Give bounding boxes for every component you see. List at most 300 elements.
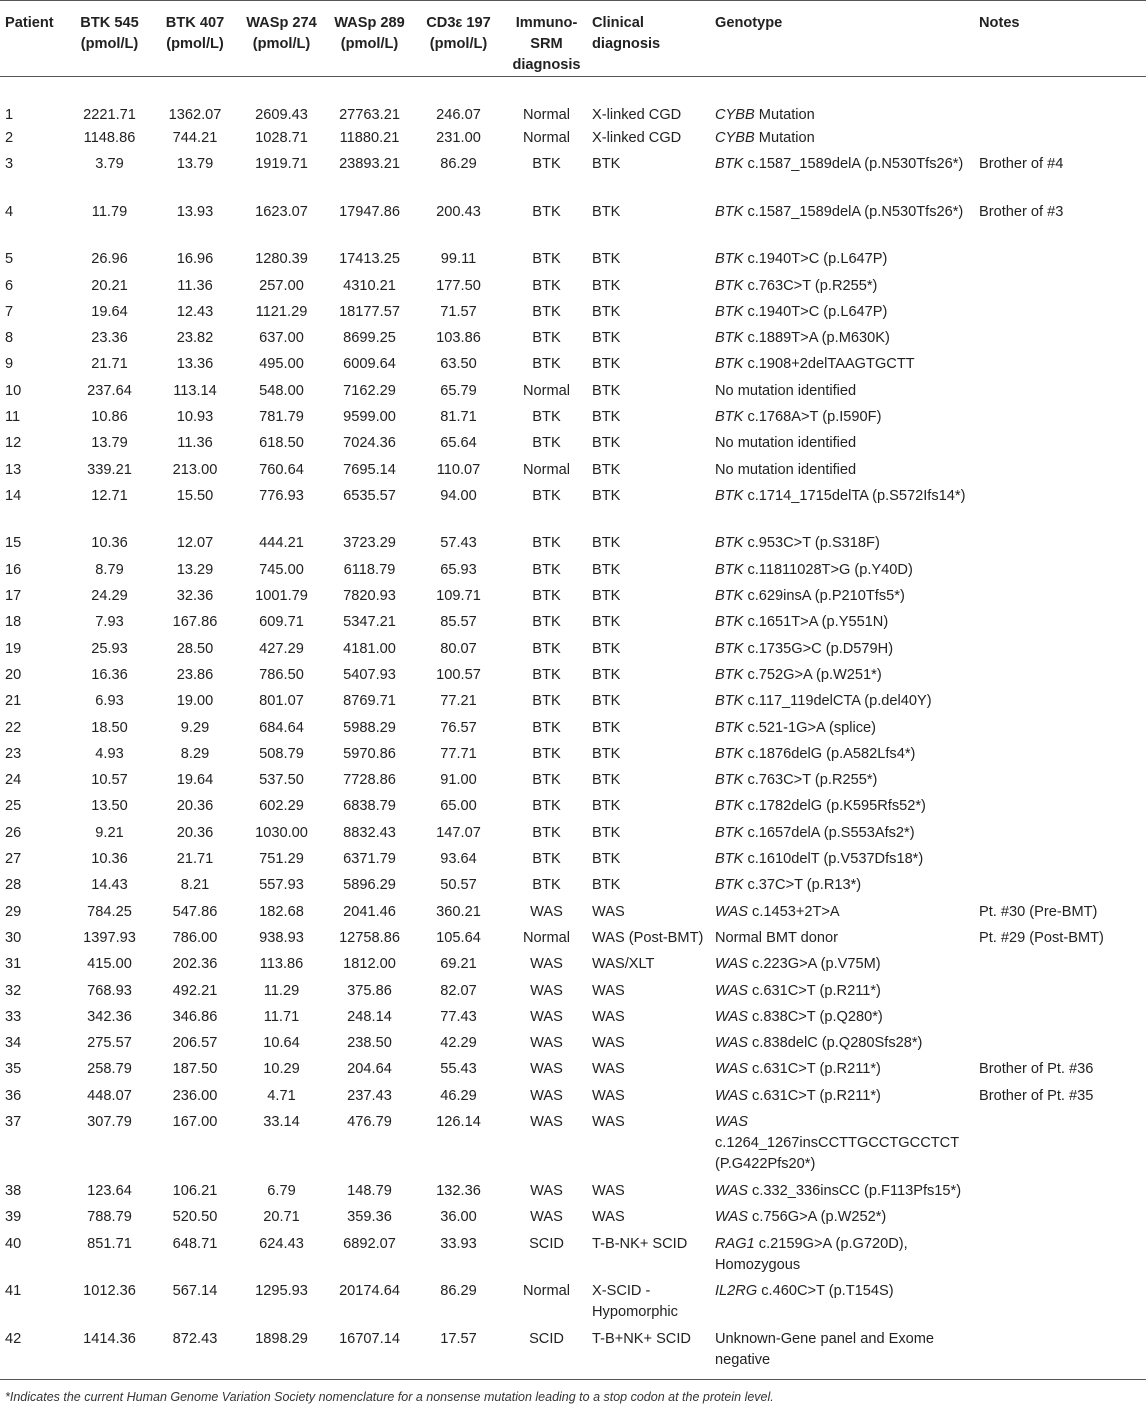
gene-symbol: WAS bbox=[715, 1114, 748, 1130]
cell-srm-diagnosis: Normal bbox=[522, 929, 571, 946]
cell-srm-diagnosis: WAS bbox=[530, 982, 563, 999]
cell-genotype bbox=[713, 1179, 977, 1205]
cell-wasp289: 7024.36 bbox=[343, 435, 396, 452]
cell-wasp274: 602.29 bbox=[259, 798, 304, 815]
cell-btk545: 275.57 bbox=[87, 1035, 132, 1052]
cell-notes bbox=[977, 1279, 1146, 1327]
cell-btk545: 10.36 bbox=[91, 851, 128, 868]
cell-clinical-diagnosis: X-linked CGD bbox=[592, 107, 682, 123]
cell-notes bbox=[977, 77, 1146, 127]
cell-patient: 40 bbox=[5, 1235, 22, 1252]
cell-notes bbox=[977, 1031, 1146, 1057]
cell-wasp289: 12758.86 bbox=[339, 929, 400, 946]
table-row bbox=[0, 484, 1146, 532]
cell-wasp289: 2041.46 bbox=[343, 903, 396, 920]
variant-text: c.763C>T (p.R255*) bbox=[743, 277, 878, 294]
cell-patient: 19 bbox=[5, 640, 22, 657]
cell-srm-diagnosis: BTK bbox=[532, 640, 561, 657]
cell-clinical-diagnosis: WAS bbox=[592, 1183, 625, 1199]
cell-btk407: 1362.07 bbox=[168, 107, 222, 123]
cell-clinical-diagnosis: BTK bbox=[592, 382, 621, 399]
cell-clinical-diagnosis: BTK bbox=[592, 561, 621, 578]
table-row bbox=[0, 663, 1146, 689]
cell-wasp289: 7162.29 bbox=[343, 382, 396, 399]
header-clinical-diagnosis: Clinical diagnosis bbox=[592, 15, 661, 52]
table-row bbox=[0, 126, 1146, 152]
cell-wasp274: 781.79 bbox=[259, 409, 304, 426]
cell-srm-diagnosis: WAS bbox=[530, 1209, 563, 1226]
cell-cd3: 126.14 bbox=[436, 1114, 481, 1130]
cell-btk545: 339.21 bbox=[87, 461, 132, 478]
cell-wasp274: 557.93 bbox=[259, 877, 304, 894]
cell-srm-diagnosis: BTK bbox=[532, 330, 561, 347]
cell-cd3: 93.64 bbox=[440, 851, 477, 868]
cell-cd3: 33.93 bbox=[440, 1235, 477, 1252]
cell-patient: 2 bbox=[5, 130, 14, 146]
cell-patient: 20 bbox=[5, 666, 22, 683]
cell-genotype bbox=[713, 200, 977, 248]
cell-srm-diagnosis: BTK bbox=[532, 303, 561, 320]
cell-clinical-diagnosis: WAS bbox=[592, 982, 625, 999]
cell-srm-diagnosis: BTK bbox=[532, 772, 561, 789]
cell-wasp289: 237.43 bbox=[347, 1087, 392, 1104]
cell-btk545: 4.93 bbox=[95, 745, 124, 762]
cell-wasp274: 537.50 bbox=[259, 772, 304, 789]
cell-srm-diagnosis: SCID bbox=[529, 1330, 564, 1347]
cell-notes bbox=[977, 821, 1146, 847]
cell-srm-diagnosis: WAS bbox=[530, 1035, 563, 1052]
cell-genotype bbox=[713, 274, 977, 300]
cell-btk545: 21.71 bbox=[91, 356, 128, 373]
cell-notes bbox=[977, 794, 1146, 820]
cell-notes bbox=[977, 352, 1146, 378]
cell-notes bbox=[977, 531, 1146, 557]
gene-symbol: CYBB bbox=[715, 107, 755, 123]
cell-cd3: 177.50 bbox=[436, 277, 481, 294]
cell-genotype bbox=[713, 821, 977, 847]
cell-patient: 42 bbox=[5, 1330, 22, 1347]
cell-cd3: 100.57 bbox=[436, 666, 481, 683]
cell-btk545: 26.96 bbox=[91, 251, 128, 268]
cell-wasp274: 1028.71 bbox=[255, 130, 308, 146]
cell-srm-diagnosis: Normal bbox=[522, 1283, 571, 1300]
cell-wasp289: 7728.86 bbox=[343, 772, 396, 789]
table-row bbox=[0, 584, 1146, 610]
cell-srm-diagnosis: BTK bbox=[532, 851, 561, 868]
cell-srm-diagnosis: Normal bbox=[522, 461, 571, 478]
cell-genotype bbox=[713, 379, 977, 405]
cell-notes bbox=[977, 952, 1146, 978]
header-wasp289: WASp 289 (pmol/L) bbox=[334, 15, 405, 52]
gene-symbol: RAG1 bbox=[715, 1235, 755, 1252]
cell-wasp274: 801.07 bbox=[259, 693, 304, 710]
cell-wasp289: 8769.71 bbox=[343, 693, 396, 710]
cell-patient: 27 bbox=[5, 851, 22, 868]
cell-wasp274: 508.79 bbox=[259, 745, 304, 762]
cell-notes bbox=[977, 274, 1146, 300]
variant-text: c.332_336insCC (p.F113Pfs15*) bbox=[747, 1183, 962, 1199]
cell-wasp289: 238.50 bbox=[347, 1035, 392, 1052]
cell-wasp274: 10.64 bbox=[263, 1035, 300, 1052]
cell-btk545: 10.57 bbox=[91, 772, 128, 789]
cell-clinical-diagnosis: WAS bbox=[592, 1008, 625, 1025]
cell-srm-diagnosis: WAS bbox=[530, 1061, 563, 1078]
cell-wasp289: 18177.57 bbox=[339, 303, 400, 320]
cell-notes bbox=[977, 610, 1146, 636]
cell-patient: 7 bbox=[5, 303, 14, 320]
cell-patient: 1 bbox=[5, 107, 14, 123]
cell-genotype bbox=[713, 926, 977, 952]
cell-clinical-diagnosis: BTK bbox=[592, 588, 621, 605]
variant-text: c.838delC (p.Q280Sfs28*) bbox=[747, 1035, 923, 1052]
cell-genotype bbox=[713, 77, 977, 127]
cell-srm-diagnosis: Normal bbox=[522, 107, 571, 123]
variant-text: Unknown-Gene panel and Exome negative bbox=[715, 1330, 935, 1368]
cell-notes bbox=[977, 247, 1146, 273]
cell-notes bbox=[977, 716, 1146, 742]
variant-text: c.2159G>A (p.G720D), Homozygous bbox=[715, 1235, 908, 1273]
cell-btk407: 8.29 bbox=[180, 745, 210, 762]
cell-cd3: 91.00 bbox=[440, 772, 477, 789]
cell-notes bbox=[977, 742, 1146, 768]
table-row bbox=[0, 1005, 1146, 1031]
cell-btk407: 12.43 bbox=[176, 303, 214, 320]
cell-clinical-diagnosis: WAS bbox=[592, 1209, 625, 1226]
cell-notes bbox=[977, 584, 1146, 610]
cell-cd3: 36.00 bbox=[440, 1209, 477, 1226]
cell-clinical-diagnosis: BTK bbox=[592, 356, 621, 373]
cell-btk407: 346.86 bbox=[172, 1008, 218, 1025]
table-row bbox=[0, 900, 1146, 926]
cell-btk407: 786.00 bbox=[172, 929, 218, 946]
cell-cd3: 50.57 bbox=[440, 877, 477, 894]
cell-notes bbox=[977, 663, 1146, 689]
cell-wasp289: 5896.29 bbox=[343, 877, 396, 894]
cell-clinical-diagnosis: T-B+NK+ SCID bbox=[592, 1330, 691, 1347]
variant-text: c.1768A>T (p.I590F) bbox=[743, 409, 882, 426]
gene-symbol: BTK bbox=[715, 824, 744, 841]
table-row bbox=[0, 873, 1146, 899]
cell-btk545: 11.79 bbox=[91, 203, 128, 220]
cell-wasp274: 1030.00 bbox=[255, 824, 308, 841]
cell-wasp289: 23893.21 bbox=[339, 156, 400, 173]
cell-wasp274: 495.00 bbox=[259, 356, 304, 373]
cell-notes bbox=[977, 126, 1146, 152]
cell-srm-diagnosis: BTK bbox=[532, 745, 561, 762]
cell-wasp289: 6838.79 bbox=[343, 798, 396, 815]
cell-srm-diagnosis: WAS bbox=[530, 1008, 563, 1025]
cell-notes bbox=[977, 558, 1146, 584]
variant-text: c.1782delG (p.K595Rfs52*) bbox=[743, 798, 926, 815]
cell-genotype bbox=[713, 531, 977, 557]
cell-clinical-diagnosis: BTK bbox=[592, 156, 621, 173]
table-row bbox=[0, 1031, 1146, 1057]
gene-symbol: BTK bbox=[715, 487, 744, 504]
cell-srm-diagnosis: BTK bbox=[532, 435, 561, 452]
cell-patient: 33 bbox=[5, 1008, 22, 1025]
cell-wasp289: 5407.93 bbox=[343, 666, 396, 683]
table-row bbox=[0, 1279, 1146, 1327]
gene-symbol: BTK bbox=[715, 561, 744, 578]
cell-cd3: 55.43 bbox=[440, 1061, 477, 1078]
cell-wasp274: 182.68 bbox=[259, 903, 304, 920]
gene-symbol: WAS bbox=[715, 1087, 748, 1104]
gene-symbol: WAS bbox=[715, 1061, 748, 1078]
variant-text: c.1651T>A (p.Y551N) bbox=[743, 614, 889, 631]
cell-srm-diagnosis: BTK bbox=[532, 693, 561, 710]
cell-srm-diagnosis: WAS bbox=[530, 956, 563, 973]
header-genotype: Genotype bbox=[715, 15, 783, 31]
table-row bbox=[0, 200, 1146, 248]
cell-srm-diagnosis: BTK bbox=[532, 877, 561, 894]
cell-wasp274: 760.64 bbox=[259, 461, 304, 478]
cell-notes: Brother of Pt. #36 bbox=[979, 1061, 1094, 1078]
cell-srm-diagnosis: BTK bbox=[532, 561, 561, 578]
cell-btk545: 1397.93 bbox=[83, 929, 136, 946]
cell-clinical-diagnosis: BTK bbox=[592, 435, 621, 452]
cell-genotype bbox=[713, 1031, 977, 1057]
variant-text: c.1714_1715delTA (p.S572Ifs14*) bbox=[743, 487, 966, 504]
cell-genotype bbox=[713, 716, 977, 742]
cell-srm-diagnosis: BTK bbox=[532, 798, 561, 815]
table-row bbox=[0, 326, 1146, 352]
cell-wasp289: 3723.29 bbox=[343, 535, 396, 552]
cell-wasp274: 1295.93 bbox=[255, 1283, 308, 1300]
cell-btk407: 648.71 bbox=[172, 1235, 218, 1252]
cell-clinical-diagnosis: WAS bbox=[592, 1061, 625, 1078]
cell-clinical-diagnosis: BTK bbox=[592, 772, 621, 789]
cell-clinical-diagnosis: BTK bbox=[592, 535, 621, 552]
gene-symbol: BTK bbox=[715, 640, 744, 657]
cell-clinical-diagnosis: X-linked CGD bbox=[592, 130, 682, 146]
cell-btk407: 547.86 bbox=[172, 903, 218, 920]
cell-wasp274: 1898.29 bbox=[255, 1330, 308, 1347]
cell-notes bbox=[977, 326, 1146, 352]
cell-btk407: 19.00 bbox=[176, 693, 214, 710]
cell-genotype bbox=[713, 1084, 977, 1110]
cell-wasp289: 8832.43 bbox=[343, 824, 396, 841]
table-row bbox=[0, 77, 1146, 127]
cell-wasp274: 745.00 bbox=[259, 561, 304, 578]
cell-notes bbox=[977, 458, 1146, 484]
cell-btk407: 113.14 bbox=[173, 382, 217, 399]
cell-cd3: 82.07 bbox=[440, 982, 477, 999]
table-row bbox=[0, 847, 1146, 873]
cell-btk407: 206.57 bbox=[172, 1035, 218, 1052]
cell-btk407: 10.93 bbox=[176, 409, 214, 426]
cell-btk407: 20.36 bbox=[176, 824, 214, 841]
variant-text: c.117_119delCTA (p.del40Y) bbox=[743, 693, 932, 710]
cell-srm-diagnosis: BTK bbox=[532, 203, 561, 220]
table-row bbox=[0, 637, 1146, 663]
cell-clinical-diagnosis: WAS/XLT bbox=[592, 956, 655, 973]
cell-wasp274: 1623.07 bbox=[255, 203, 308, 220]
cell-patient: 5 bbox=[5, 251, 14, 268]
cell-genotype bbox=[713, 126, 977, 152]
cell-btk407: 20.36 bbox=[176, 798, 214, 815]
cell-cd3: 147.07 bbox=[436, 824, 481, 841]
table-header bbox=[0, 1, 1146, 77]
cell-wasp289: 248.14 bbox=[347, 1008, 392, 1025]
cell-btk545: 237.64 bbox=[87, 382, 132, 399]
gene-symbol: WAS bbox=[715, 1008, 748, 1025]
cell-wasp274: 113.86 bbox=[259, 956, 304, 973]
gene-symbol: BTK bbox=[715, 614, 744, 631]
cell-btk407: 21.71 bbox=[176, 851, 214, 868]
cell-btk407: 236.00 bbox=[172, 1087, 218, 1104]
cell-wasp289: 204.64 bbox=[347, 1061, 392, 1078]
table-row bbox=[0, 152, 1146, 200]
cell-btk407: 11.36 bbox=[177, 435, 213, 452]
cell-clinical-diagnosis: BTK bbox=[592, 614, 621, 631]
cell-cd3: 69.21 bbox=[440, 956, 477, 973]
cell-wasp274: 786.50 bbox=[259, 666, 304, 683]
gene-symbol: BTK bbox=[715, 277, 744, 294]
cell-cd3: 80.07 bbox=[440, 640, 477, 657]
gene-symbol: BTK bbox=[715, 772, 744, 789]
table-row bbox=[0, 821, 1146, 847]
cell-notes bbox=[977, 300, 1146, 326]
gene-symbol: WAS bbox=[715, 1209, 748, 1226]
table-row bbox=[0, 1057, 1146, 1083]
cell-wasp289: 11880.21 bbox=[339, 130, 400, 146]
cell-wasp289: 4310.21 bbox=[343, 277, 396, 294]
cell-srm-diagnosis: BTK bbox=[532, 251, 561, 268]
table-row bbox=[0, 794, 1146, 820]
cell-wasp289: 17947.86 bbox=[339, 203, 400, 220]
variant-text: c.756G>A (p.W252*) bbox=[747, 1209, 887, 1226]
cell-srm-diagnosis: BTK bbox=[532, 614, 561, 631]
cell-cd3: 81.71 bbox=[440, 409, 477, 426]
cell-genotype bbox=[713, 637, 977, 663]
variant-text: c.953C>T (p.S318F) bbox=[743, 535, 880, 552]
variant-text: c.1453+2T>A bbox=[747, 903, 840, 920]
cell-srm-diagnosis: BTK bbox=[532, 588, 561, 605]
variant-text: c.763C>T (p.R255*) bbox=[743, 772, 878, 789]
cell-clinical-diagnosis: WAS bbox=[592, 903, 625, 920]
cell-btk545: 24.29 bbox=[91, 588, 128, 605]
cell-cd3: 360.21 bbox=[436, 903, 481, 920]
cell-genotype bbox=[713, 900, 977, 926]
table-row bbox=[0, 247, 1146, 273]
variant-text: No mutation identified bbox=[715, 461, 857, 478]
cell-btk545: 2221.71 bbox=[83, 107, 136, 123]
cell-wasp274: 1919.71 bbox=[255, 156, 308, 173]
cell-btk407: 106.21 bbox=[172, 1183, 218, 1199]
header-notes: Notes bbox=[979, 15, 1020, 31]
table-row bbox=[0, 1084, 1146, 1110]
cell-wasp289: 375.86 bbox=[347, 982, 392, 999]
gene-symbol: BTK bbox=[715, 156, 744, 173]
cell-patient: 16 bbox=[5, 561, 22, 578]
gene-symbol: BTK bbox=[715, 693, 744, 710]
cell-patient: 35 bbox=[5, 1061, 22, 1078]
cell-notes bbox=[977, 1110, 1146, 1179]
cell-patient: 25 bbox=[5, 798, 22, 815]
cell-wasp274: 938.93 bbox=[259, 929, 304, 946]
cell-patient: 26 bbox=[5, 824, 22, 841]
table-row bbox=[0, 742, 1146, 768]
cell-genotype bbox=[713, 1327, 977, 1380]
gene-symbol: WAS bbox=[715, 956, 748, 973]
cell-wasp274: 684.64 bbox=[259, 719, 304, 736]
cell-genotype bbox=[713, 979, 977, 1005]
cell-patient: 21 bbox=[5, 693, 22, 710]
cell-wasp274: 2609.43 bbox=[255, 107, 308, 123]
cell-clinical-diagnosis: BTK bbox=[592, 666, 621, 683]
cell-genotype bbox=[713, 1005, 977, 1031]
table-row bbox=[0, 558, 1146, 584]
table-row bbox=[0, 979, 1146, 1005]
cell-notes: Brother of #3 bbox=[979, 203, 1064, 220]
cell-wasp274: 33.14 bbox=[263, 1114, 300, 1130]
cell-btk545: 18.50 bbox=[91, 719, 128, 736]
cell-genotype bbox=[713, 405, 977, 431]
cell-btk545: 23.36 bbox=[91, 330, 128, 347]
cell-clinical-diagnosis: BTK bbox=[592, 461, 621, 478]
variant-text: c.631C>T (p.R211*) bbox=[747, 982, 881, 999]
cell-btk407: 9.29 bbox=[180, 719, 210, 736]
cell-patient: 14 bbox=[5, 487, 22, 504]
cell-notes: Brother of Pt. #35 bbox=[979, 1087, 1094, 1104]
cell-genotype bbox=[713, 300, 977, 326]
cell-genotype bbox=[713, 1057, 977, 1083]
cell-srm-diagnosis: WAS bbox=[530, 903, 563, 920]
cell-srm-diagnosis: BTK bbox=[532, 156, 561, 173]
cell-btk407: 202.36 bbox=[172, 956, 218, 973]
cell-wasp274: 1121.29 bbox=[255, 303, 308, 320]
cell-srm-diagnosis: Normal bbox=[522, 382, 571, 399]
cell-btk407: 19.64 bbox=[176, 772, 214, 789]
cell-patient: 12 bbox=[5, 435, 22, 452]
cell-genotype bbox=[713, 742, 977, 768]
cell-cd3: 132.36 bbox=[436, 1183, 481, 1199]
cell-genotype bbox=[713, 152, 977, 200]
cell-cd3: 76.57 bbox=[440, 719, 477, 736]
cell-btk545: 415.00 bbox=[87, 956, 132, 973]
cell-cd3: 77.71 bbox=[440, 745, 477, 762]
cell-genotype bbox=[713, 352, 977, 378]
cell-patient: 11 bbox=[5, 409, 21, 426]
cell-genotype bbox=[713, 584, 977, 610]
cell-notes: Pt. #30 (Pre-BMT) bbox=[979, 903, 1098, 920]
gene-symbol: IL2RG bbox=[715, 1283, 758, 1300]
cell-btk545: 10.86 bbox=[91, 409, 128, 426]
cell-clinical-diagnosis: BTK bbox=[592, 798, 621, 815]
cell-wasp289: 27763.21 bbox=[339, 107, 400, 123]
cell-cd3: 17.57 bbox=[440, 1330, 477, 1347]
variant-text: Mutation bbox=[754, 107, 815, 123]
cell-genotype bbox=[713, 794, 977, 820]
cell-wasp274: 427.29 bbox=[259, 640, 304, 657]
table-row bbox=[0, 1110, 1146, 1179]
cell-btk545: 342.36 bbox=[87, 1008, 132, 1025]
cell-clinical-diagnosis: BTK bbox=[592, 303, 621, 320]
cell-clinical-diagnosis: BTK bbox=[592, 203, 621, 220]
variant-text: c.11811028T>G (p.Y40D) bbox=[743, 561, 913, 578]
cell-patient: 3 bbox=[5, 156, 14, 173]
cell-genotype bbox=[713, 458, 977, 484]
cell-notes bbox=[977, 431, 1146, 457]
variant-text: c.1908+2delTAAGTGCTT bbox=[743, 356, 915, 373]
cell-btk407: 16.96 bbox=[176, 251, 214, 268]
table-row bbox=[0, 458, 1146, 484]
table-row bbox=[0, 1205, 1146, 1231]
cell-btk545: 307.79 bbox=[87, 1114, 132, 1130]
cell-btk545: 7.93 bbox=[95, 614, 124, 631]
gene-symbol: BTK bbox=[715, 203, 744, 220]
variant-text: c.1940T>C (p.L647P) bbox=[743, 303, 888, 320]
